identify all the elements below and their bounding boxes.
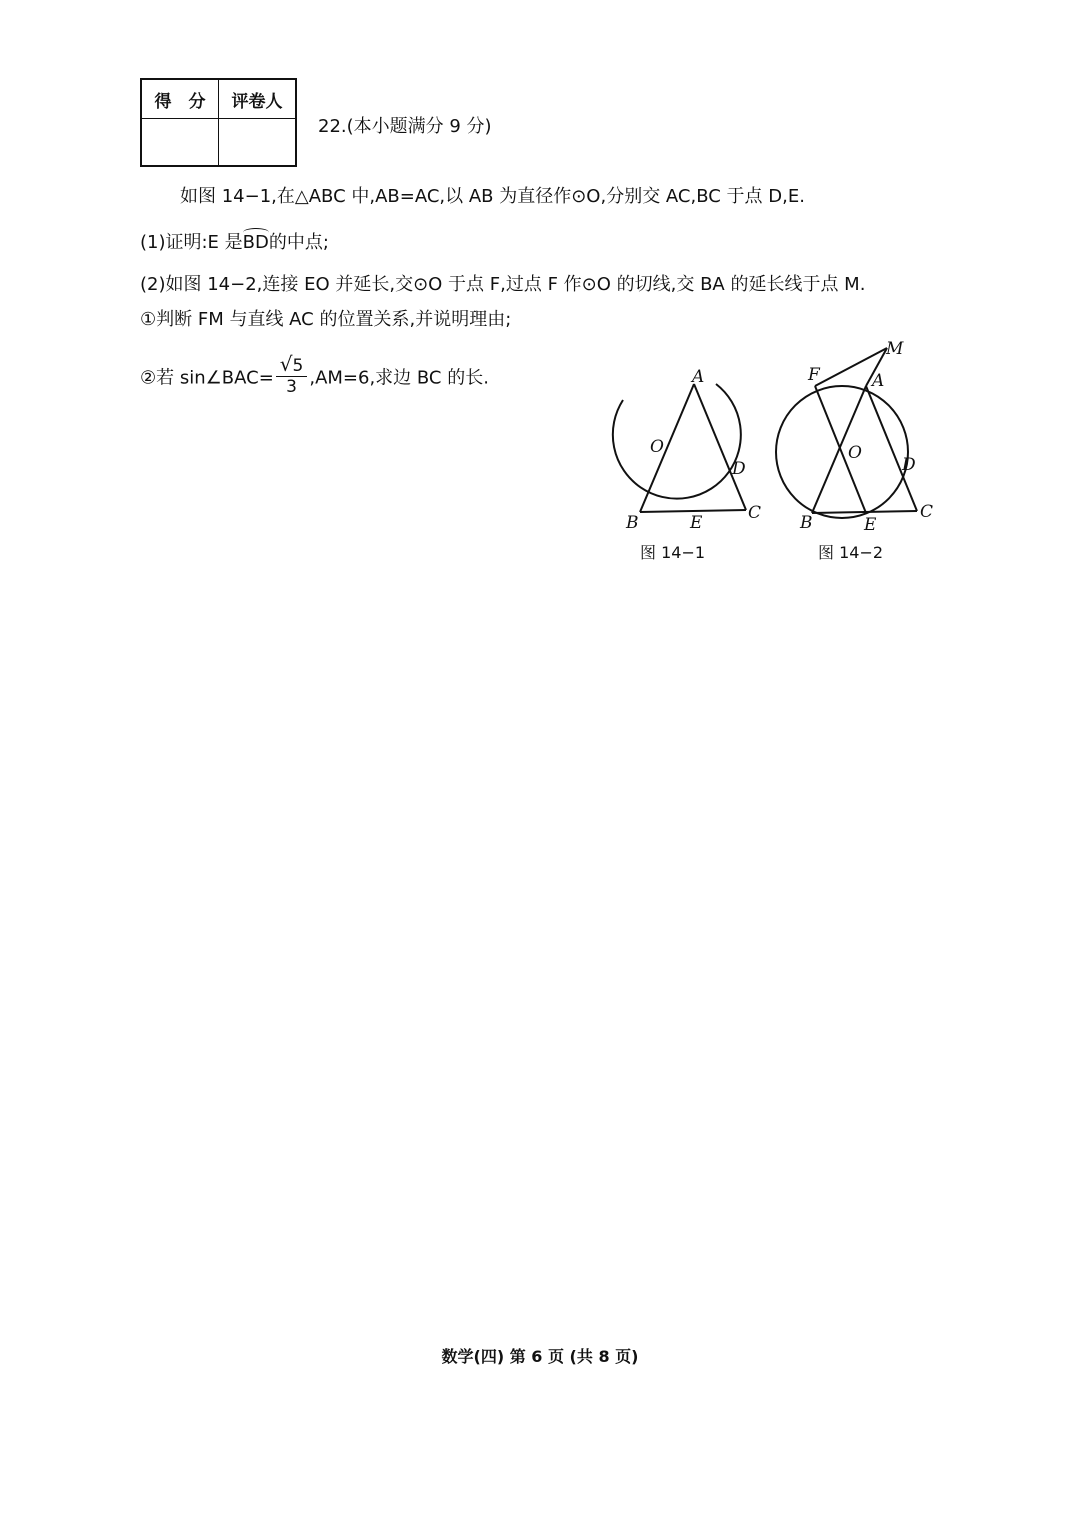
fig1-label-b: B — [626, 513, 639, 533]
fig1-segment-ab — [640, 384, 694, 512]
fig2-label-o: O — [848, 443, 862, 463]
page-footer: 数学(四) 第 6 页 (共 8 页) — [441, 1347, 639, 1366]
fig1-label-e: E — [690, 513, 703, 533]
score-table — [140, 78, 297, 167]
grader-cell — [219, 119, 297, 167]
score-header: 得 分 — [141, 79, 219, 119]
fig1-label-o: O — [650, 437, 664, 457]
arc-bd: BD — [242, 232, 269, 253]
part1-text-b: 的中点; — [268, 232, 329, 253]
fig1-segment-ac — [694, 384, 746, 510]
fraction-denominator: 3 — [286, 377, 297, 397]
question-sub2 — [140, 352, 489, 401]
grader-header: 评卷人 — [219, 79, 297, 119]
fraction-numerator: 5 — [292, 356, 304, 376]
fraction-sqrt5-over-3 — [276, 352, 308, 397]
part1-text-a: (1)证明:E 是 — [140, 232, 243, 253]
fig1-label-c: C — [748, 503, 762, 523]
question-title: 22.(本小题满分 9 分) — [318, 116, 492, 137]
fig2-label-a: A — [872, 371, 885, 391]
fig1-caption: 图 14−1 — [640, 543, 706, 562]
fig2-label-f: F — [808, 365, 820, 385]
figure-14-2 — [770, 330, 950, 535]
fig1-label-a: A — [692, 367, 705, 387]
question-part2: (2)如图 14−2,连接 EO 并延长,交⊙O 于点 F,过点 F 作⊙O 的切线,交 BA 的延长线于点 M. — [140, 274, 866, 295]
question-intro: 如图 14−1,在△ABC 中,AB=AC,以 AB 为直径作⊙O,分别交 AC,BC 于点 D,E. — [180, 186, 805, 207]
score-cell — [141, 119, 219, 167]
fig2-label-b: B — [800, 513, 813, 533]
sub2-text-a: ②若 sin∠BAC= — [140, 367, 274, 389]
sqrt-icon: √ — [279, 352, 293, 376]
fig2-label-d: D — [902, 455, 916, 475]
fig2-segment-ac — [866, 386, 917, 511]
fig2-label-m: M — [886, 339, 904, 359]
fig1-circle — [613, 384, 741, 499]
question-sub1: ①判断 FM 与直线 AC 的位置关系,并说明理由; — [140, 309, 512, 330]
sub2-text-b: ,AM=6,求边 BC 的长. — [309, 367, 489, 389]
fig1-label-d: D — [732, 459, 746, 479]
fig2-caption: 图 14−2 — [818, 543, 884, 562]
fig1-segment-bc — [640, 510, 746, 512]
question-part1 — [140, 228, 329, 254]
fig2-label-e: E — [864, 515, 877, 535]
fig2-label-c: C — [920, 502, 934, 522]
figure-14-1 — [590, 360, 770, 533]
